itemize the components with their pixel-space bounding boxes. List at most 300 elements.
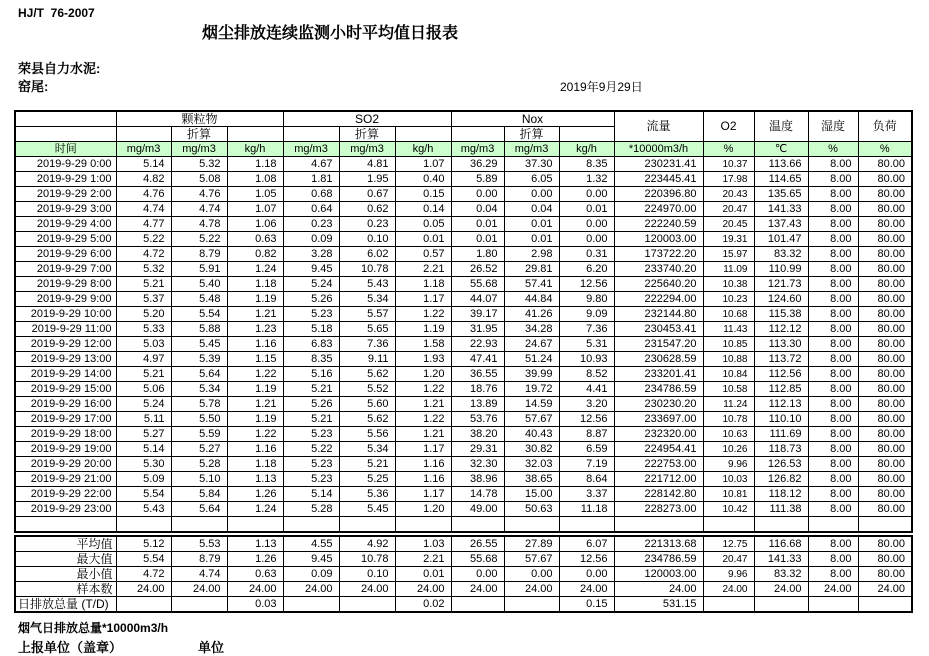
cell: 12.56 <box>559 552 614 567</box>
cell: 8.00 <box>808 457 858 472</box>
cell: 3.20 <box>559 397 614 412</box>
cell: 5.32 <box>116 262 171 277</box>
cell: 8.00 <box>808 352 858 367</box>
cell: 126.53 <box>754 457 808 472</box>
cell <box>227 517 283 533</box>
cell: 5.21 <box>283 412 339 427</box>
cell: 4.92 <box>339 536 395 552</box>
cell: 11.43 <box>703 322 754 337</box>
cell: 1.18 <box>227 157 283 172</box>
cell: 232320.00 <box>614 427 703 442</box>
cell: 1.19 <box>227 412 283 427</box>
cell <box>15 517 116 533</box>
cell: 2019-9-29 3:00 <box>15 202 116 217</box>
cell: 51.24 <box>504 352 559 367</box>
cell: 5.48 <box>171 292 227 307</box>
cell: 112.12 <box>754 322 808 337</box>
cell: 2019-9-29 20:00 <box>15 457 116 472</box>
cell: 3.37 <box>559 487 614 502</box>
cell: 8.00 <box>808 502 858 517</box>
cell <box>395 517 451 533</box>
table-row <box>15 292 912 307</box>
cell: 0.09 <box>283 567 339 582</box>
blank-cell <box>15 127 116 142</box>
cell: 1.22 <box>227 367 283 382</box>
cell: 80.00 <box>858 552 912 567</box>
blank-cell <box>116 127 171 142</box>
cell: 80.00 <box>858 567 912 582</box>
cell: 50.63 <box>504 502 559 517</box>
cell: 80.00 <box>858 277 912 292</box>
cell: 5.24 <box>116 397 171 412</box>
cell: 5.62 <box>339 412 395 427</box>
cell: 10.78 <box>703 412 754 427</box>
data-rows <box>15 157 912 533</box>
cell: 80.00 <box>858 502 912 517</box>
cell: 531.15 <box>614 597 703 613</box>
cell: 8.00 <box>808 262 858 277</box>
cell: 5.27 <box>116 427 171 442</box>
cell: 8.00 <box>808 202 858 217</box>
cell: 7.36 <box>339 337 395 352</box>
cell: 80.00 <box>858 292 912 307</box>
cell: 233201.41 <box>614 367 703 382</box>
cell: 0.04 <box>504 202 559 217</box>
cell: 1.80 <box>451 247 504 262</box>
cell: kg/h <box>559 142 614 157</box>
cell: 233740.20 <box>614 262 703 277</box>
cell: 5.65 <box>339 322 395 337</box>
cell: 121.73 <box>754 277 808 292</box>
cell: 5.33 <box>116 322 171 337</box>
cell: 5.54 <box>171 307 227 322</box>
cell: 8.00 <box>808 382 858 397</box>
cell: 5.21 <box>283 382 339 397</box>
table-row <box>15 397 912 412</box>
table-row <box>15 247 912 262</box>
cell: 5.52 <box>339 382 395 397</box>
cell: 225640.20 <box>614 277 703 292</box>
cell: 2019-9-29 23:00 <box>15 502 116 517</box>
cell: 1.17 <box>395 487 451 502</box>
cell: 5.14 <box>283 487 339 502</box>
summary-row <box>15 536 912 552</box>
cell: 233697.00 <box>614 412 703 427</box>
cell: 57.41 <box>504 277 559 292</box>
cell: 80.00 <box>858 382 912 397</box>
cell: 80.00 <box>858 172 912 187</box>
cell: 2019-9-29 8:00 <box>15 277 116 292</box>
cell: 4.55 <box>283 536 339 552</box>
sub-header-converted-pm: 折算 <box>171 127 227 142</box>
cell: 19.31 <box>703 232 754 247</box>
cell: mg/m3 <box>283 142 339 157</box>
daily-total-row <box>15 597 912 613</box>
cell <box>504 597 559 613</box>
cell: 平均值 <box>15 536 116 552</box>
units-row <box>15 142 912 157</box>
cell: 1.16 <box>395 472 451 487</box>
cell: 4.41 <box>559 382 614 397</box>
cell: 8.00 <box>808 397 858 412</box>
cell: 1.24 <box>227 502 283 517</box>
cell: 5.54 <box>116 487 171 502</box>
cell: mg/m3 <box>451 142 504 157</box>
cell: *10000m3/h <box>614 142 703 157</box>
cell: 7.36 <box>559 322 614 337</box>
cell: 5.06 <box>116 382 171 397</box>
cell <box>858 597 912 613</box>
cell: 5.12 <box>116 536 171 552</box>
cell: 2019-9-29 22:00 <box>15 487 116 502</box>
cell: 0.14 <box>395 202 451 217</box>
cell: 1.07 <box>395 157 451 172</box>
cell: 0.40 <box>395 172 451 187</box>
sub-header-converted-nox: 折算 <box>504 127 559 142</box>
cell: 8.00 <box>808 337 858 352</box>
cell: 8.00 <box>808 487 858 502</box>
cell: 8.00 <box>808 472 858 487</box>
cell: 24.00 <box>614 582 703 597</box>
unit-label: 单位 <box>198 640 225 655</box>
cell: 13.89 <box>451 397 504 412</box>
cell: 5.31 <box>559 337 614 352</box>
cell: 15.97 <box>703 247 754 262</box>
cell: 5.88 <box>171 322 227 337</box>
cell: 11.18 <box>559 502 614 517</box>
cell: 1.81 <box>283 172 339 187</box>
cell: 80.00 <box>858 536 912 552</box>
cell: 232144.80 <box>614 307 703 322</box>
cell: 5.27 <box>171 442 227 457</box>
cell: 2019-9-29 18:00 <box>15 427 116 442</box>
cell: 27.89 <box>504 536 559 552</box>
cell <box>171 517 227 533</box>
cell: 38.65 <box>504 472 559 487</box>
cell: 2019-9-29 5:00 <box>15 232 116 247</box>
cell: 111.69 <box>754 427 808 442</box>
cell: 1.93 <box>395 352 451 367</box>
cell: 1.08 <box>227 172 283 187</box>
cell: 5.24 <box>283 277 339 292</box>
cell: 120003.00 <box>614 232 703 247</box>
cell: 24.00 <box>703 582 754 597</box>
cell: 2019-9-29 9:00 <box>15 292 116 307</box>
cell: 1.20 <box>395 367 451 382</box>
cell <box>504 517 559 533</box>
group-header-pm: 颗粒物 <box>116 111 283 127</box>
cell: 38.20 <box>451 427 504 442</box>
cell: 5.43 <box>116 502 171 517</box>
cell: 2019-9-29 7:00 <box>15 262 116 277</box>
cell: 8.35 <box>283 352 339 367</box>
cell <box>283 517 339 533</box>
cell: 10.63 <box>703 427 754 442</box>
cell: 5.21 <box>339 457 395 472</box>
cell: 0.00 <box>559 187 614 202</box>
cell: 39.99 <box>504 367 559 382</box>
cell: 10.58 <box>703 382 754 397</box>
cell: 135.65 <box>754 187 808 202</box>
cell: 12.56 <box>559 412 614 427</box>
cell: 80.00 <box>858 337 912 352</box>
cell: 44.84 <box>504 292 559 307</box>
cell: 4.76 <box>171 187 227 202</box>
cell: 0.00 <box>504 187 559 202</box>
blank-cell <box>395 127 451 142</box>
cell: 0.00 <box>559 232 614 247</box>
cell: 10.88 <box>703 352 754 367</box>
cell: 55.68 <box>451 277 504 292</box>
cell: 141.33 <box>754 202 808 217</box>
cell: 24.00 <box>808 582 858 597</box>
cell: 5.39 <box>171 352 227 367</box>
cell: 222753.00 <box>614 457 703 472</box>
cell: 110.10 <box>754 412 808 427</box>
cell: 0.01 <box>504 217 559 232</box>
station-name: 窑尾: <box>18 79 49 94</box>
cell: 8.00 <box>808 536 858 552</box>
cell <box>559 517 614 533</box>
cell: 8.00 <box>808 427 858 442</box>
cell: 137.43 <box>754 217 808 232</box>
cell: 最大值 <box>15 552 116 567</box>
cell: 6.20 <box>559 262 614 277</box>
cell: 4.72 <box>116 247 171 262</box>
cell: 18.76 <box>451 382 504 397</box>
cell: 8.87 <box>559 427 614 442</box>
cell: 5.54 <box>116 552 171 567</box>
cell: 80.00 <box>858 427 912 442</box>
cell: 221712.00 <box>614 472 703 487</box>
cell: 10.68 <box>703 307 754 322</box>
cell: 4.78 <box>171 217 227 232</box>
cell: 0.01 <box>395 232 451 247</box>
cell: 5.28 <box>171 457 227 472</box>
cell: 1.26 <box>227 487 283 502</box>
cell: 0.01 <box>395 567 451 582</box>
cell: 32.03 <box>504 457 559 472</box>
cell: 1.21 <box>227 397 283 412</box>
table-row <box>15 457 912 472</box>
cell: 112.13 <box>754 397 808 412</box>
table-row <box>15 232 912 247</box>
cell <box>703 597 754 613</box>
cell: 112.56 <box>754 367 808 382</box>
table-row <box>15 187 912 202</box>
cell: 5.78 <box>171 397 227 412</box>
cell: 114.65 <box>754 172 808 187</box>
cell: 8.79 <box>171 552 227 567</box>
cell: 5.34 <box>171 382 227 397</box>
cell: 80.00 <box>858 247 912 262</box>
header-load: 负荷 <box>858 111 912 142</box>
cell: 5.23 <box>283 457 339 472</box>
cell: 221313.68 <box>614 536 703 552</box>
cell <box>339 517 395 533</box>
cell: 24.00 <box>395 582 451 597</box>
cell: 0.57 <box>395 247 451 262</box>
cell: 38.96 <box>451 472 504 487</box>
cell: 1.13 <box>227 472 283 487</box>
cell: 15.00 <box>504 487 559 502</box>
cell: 230628.59 <box>614 352 703 367</box>
cell: 101.47 <box>754 232 808 247</box>
cell: 55.68 <box>451 552 504 567</box>
cell: 83.32 <box>754 567 808 582</box>
cell <box>858 517 912 533</box>
page-title: 烟尘排放连续监测小时平均值日报表 <box>201 25 458 42</box>
cell: 5.36 <box>339 487 395 502</box>
cell: 8.00 <box>808 307 858 322</box>
cell: 1.32 <box>559 172 614 187</box>
sub-header-converted-so2: 折算 <box>339 127 395 142</box>
cell: 5.53 <box>171 536 227 552</box>
cell <box>116 597 171 613</box>
cell: 80.00 <box>858 472 912 487</box>
cell: 80.00 <box>858 457 912 472</box>
cell: 4.74 <box>171 202 227 217</box>
cell: 223445.41 <box>614 172 703 187</box>
cell: 2019-9-29 1:00 <box>15 172 116 187</box>
cell: 24.00 <box>754 582 808 597</box>
cell: 8.00 <box>808 567 858 582</box>
header-row-groups <box>15 111 912 127</box>
monitoring-table <box>14 110 913 533</box>
cell: 1.58 <box>395 337 451 352</box>
cell: 80.00 <box>858 187 912 202</box>
cell: 1.18 <box>227 277 283 292</box>
cell <box>754 517 808 533</box>
cell: 5.40 <box>171 277 227 292</box>
cell: 10.03 <box>703 472 754 487</box>
summary-rows <box>15 536 912 612</box>
cell: 5.08 <box>171 172 227 187</box>
cell: 14.78 <box>451 487 504 502</box>
cell: 5.60 <box>339 397 395 412</box>
cell: 5.28 <box>283 502 339 517</box>
table-row <box>15 217 912 232</box>
cell: 8.00 <box>808 172 858 187</box>
cell: 5.34 <box>339 292 395 307</box>
cell: 80.00 <box>858 157 912 172</box>
cell: 37.30 <box>504 157 559 172</box>
cell: % <box>808 142 858 157</box>
cell: 5.59 <box>171 427 227 442</box>
cell: 124.60 <box>754 292 808 307</box>
cell: 32.30 <box>451 457 504 472</box>
cell: 20.47 <box>703 202 754 217</box>
cell: 8.00 <box>808 367 858 382</box>
cell: 2019-9-29 13:00 <box>15 352 116 367</box>
cell: 0.01 <box>451 217 504 232</box>
cell: 1.05 <box>227 187 283 202</box>
cell: 10.81 <box>703 487 754 502</box>
cell: 0.10 <box>339 232 395 247</box>
cell: 24.00 <box>559 582 614 597</box>
cell: 113.72 <box>754 352 808 367</box>
cell: 116.68 <box>754 536 808 552</box>
cell: 12.56 <box>559 277 614 292</box>
cell: 24.00 <box>227 582 283 597</box>
cell: 11.24 <box>703 397 754 412</box>
cell: 1.26 <box>227 552 283 567</box>
cell: 26.52 <box>451 262 504 277</box>
cell: 0.15 <box>559 597 614 613</box>
cell: 5.64 <box>171 502 227 517</box>
doc-code: HJ/T 76-2007 <box>18 6 95 20</box>
cell: ℃ <box>754 142 808 157</box>
cell: 0.00 <box>451 187 504 202</box>
summary-row <box>15 552 912 567</box>
cell: 最小值 <box>15 567 116 582</box>
cell: 0.23 <box>283 217 339 232</box>
cell: 5.22 <box>116 232 171 247</box>
cell <box>451 597 504 613</box>
cell: 228273.00 <box>614 502 703 517</box>
cell: 0.68 <box>283 187 339 202</box>
cell: 0.01 <box>559 202 614 217</box>
cell: 10.93 <box>559 352 614 367</box>
cell: 80.00 <box>858 262 912 277</box>
cell: 2019-9-29 19:00 <box>15 442 116 457</box>
cell: 8.00 <box>808 442 858 457</box>
cell: 5.26 <box>283 292 339 307</box>
cell <box>754 597 808 613</box>
cell: 222240.59 <box>614 217 703 232</box>
cell: mg/m3 <box>171 142 227 157</box>
cell: 126.82 <box>754 472 808 487</box>
cell: 5.23 <box>283 472 339 487</box>
table-row <box>15 472 912 487</box>
cell: 80.00 <box>858 442 912 457</box>
cell: 2.21 <box>395 262 451 277</box>
cell: 0.00 <box>559 567 614 582</box>
cell: 1.24 <box>227 262 283 277</box>
table-row <box>15 487 912 502</box>
table-row <box>15 382 912 397</box>
cell: 2.98 <box>504 247 559 262</box>
cell: 234786.59 <box>614 552 703 567</box>
cell: 5.62 <box>339 367 395 382</box>
cell: 4.74 <box>171 567 227 582</box>
cell: 1.21 <box>395 427 451 442</box>
cell: 5.14 <box>116 157 171 172</box>
cell: 80.00 <box>858 352 912 367</box>
time-column-header: 时间 <box>15 142 116 157</box>
cell: 8.35 <box>559 157 614 172</box>
cell: 80.00 <box>858 367 912 382</box>
cell: 80.00 <box>858 217 912 232</box>
table-row <box>15 262 912 277</box>
cell: 57.67 <box>504 552 559 567</box>
summary-table <box>14 535 913 613</box>
cell: 2019-9-29 11:00 <box>15 322 116 337</box>
report-date: 2019年9月29日 <box>560 80 643 94</box>
cell: 20.43 <box>703 187 754 202</box>
cell <box>171 597 227 613</box>
cell: 40.43 <box>504 427 559 442</box>
header-o2: O2 <box>703 111 754 142</box>
cell: 5.50 <box>171 412 227 427</box>
cell: 36.29 <box>451 157 504 172</box>
cell: 8.52 <box>559 367 614 382</box>
cell: 0.01 <box>451 232 504 247</box>
cell: 0.15 <box>395 187 451 202</box>
cell: 10.26 <box>703 442 754 457</box>
cell: % <box>858 142 912 157</box>
cell: 0.31 <box>559 247 614 262</box>
